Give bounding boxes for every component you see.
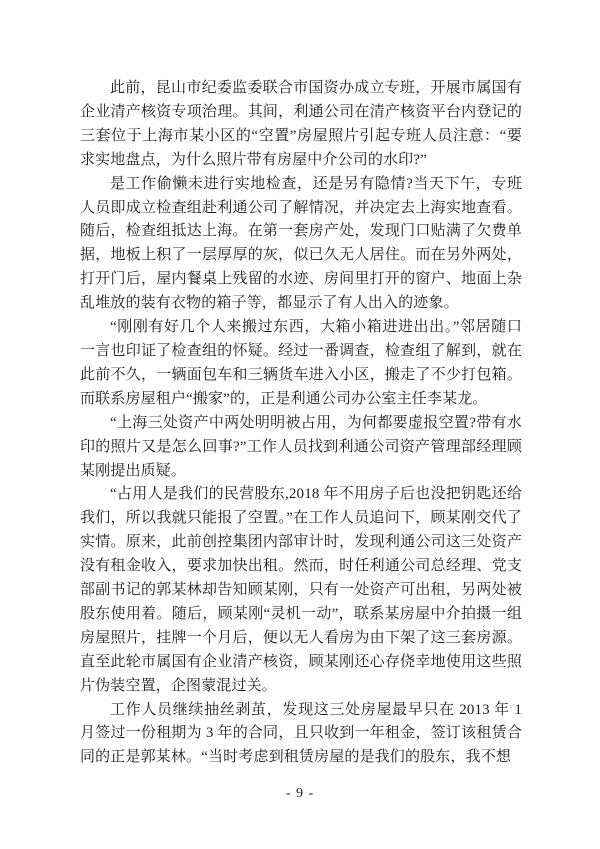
document-body <box>80 77 522 770</box>
paragraph: 此前，昆山市纪委监委联合市国资办成立专班，开展市属国有企业清产核资专项治理。其间，利通公司在清产核资平台内登记的三套位于上海市某小区的“空置”房屋照片引起专班人员注意：“要求实地盘点，为什么照片带有房屋中介公司的水印?” <box>80 80 522 168</box>
paragraph: “占用人是我们的民营股东,2018 年不用房子后也没把钥匙还给我们，所以我就只能报了空置。”在工作人员追问下，顾某刚交代了实情。原来，此前创控集团内部审计时，发现利通公司这三处资产没有租金收入，要求加快出租。然而，时任利通公司总经理、党支部副书记的郭某林却告知顾某刚，只有一处资产可出租，另两处被股东使用着。随后，顾某刚“灵机一动”，联系某房屋中介拍摄一组房屋照片，挂牌一个月后，便以无人看房为由下架了这三套房源。直至此轮市属国有企业清产核资，顾某刚还心存侥幸地使用这些照片伪装空置，企图蒙混过关。 <box>80 486 522 694</box>
paragraph: “上海三处资产中两处明明被占用，为何都要虚报空置?带有水印的照片又是怎么回事?”工作人员找到利通公司资产管理部经理顾某刚提出质疑。 <box>80 414 522 479</box>
paragraph: “刚刚有好几个人来搬过东西，大箱小箱进进出出。”邻居随口一言也印证了检查组的怀疑。经过一番调查，检查组了解到，就在此前不久，一辆面包车和三辆货车进入小区，搬走了不少打包箱。而联系房屋租户“搬家”的，正是利通公司办公室主任李某龙。 <box>80 319 522 407</box>
page-number: - 9 - <box>285 786 315 801</box>
paragraph: 工作人员继续抽丝剥茧，发现这三处房屋最早只在 2013 年 1 月签过一份租期为 3 年的合同，且只收到一年租金，签订该租赁合同的正是郭某林。“当时考虑到租赁房屋的是我们的股东，我不想 <box>80 701 522 766</box>
paragraph: 是工作偷懒未进行实地检查，还是另有隐情?当天下午，专班人员即成立检查组赴利通公司了解情况，并决定去上海实地查看。随后，检查组抵达上海。在第一套房产处，发现门口贴满了欠费单据，地板上积了一层厚厚的灰，似已久无人居住。而在另外两处，打开门后，屋内餐桌上残留的水迹、房间里打开的窗户、地面上杂乱堆放的装有衣物的箱子等，都显示了有人出入的迹象。 <box>80 175 522 312</box>
